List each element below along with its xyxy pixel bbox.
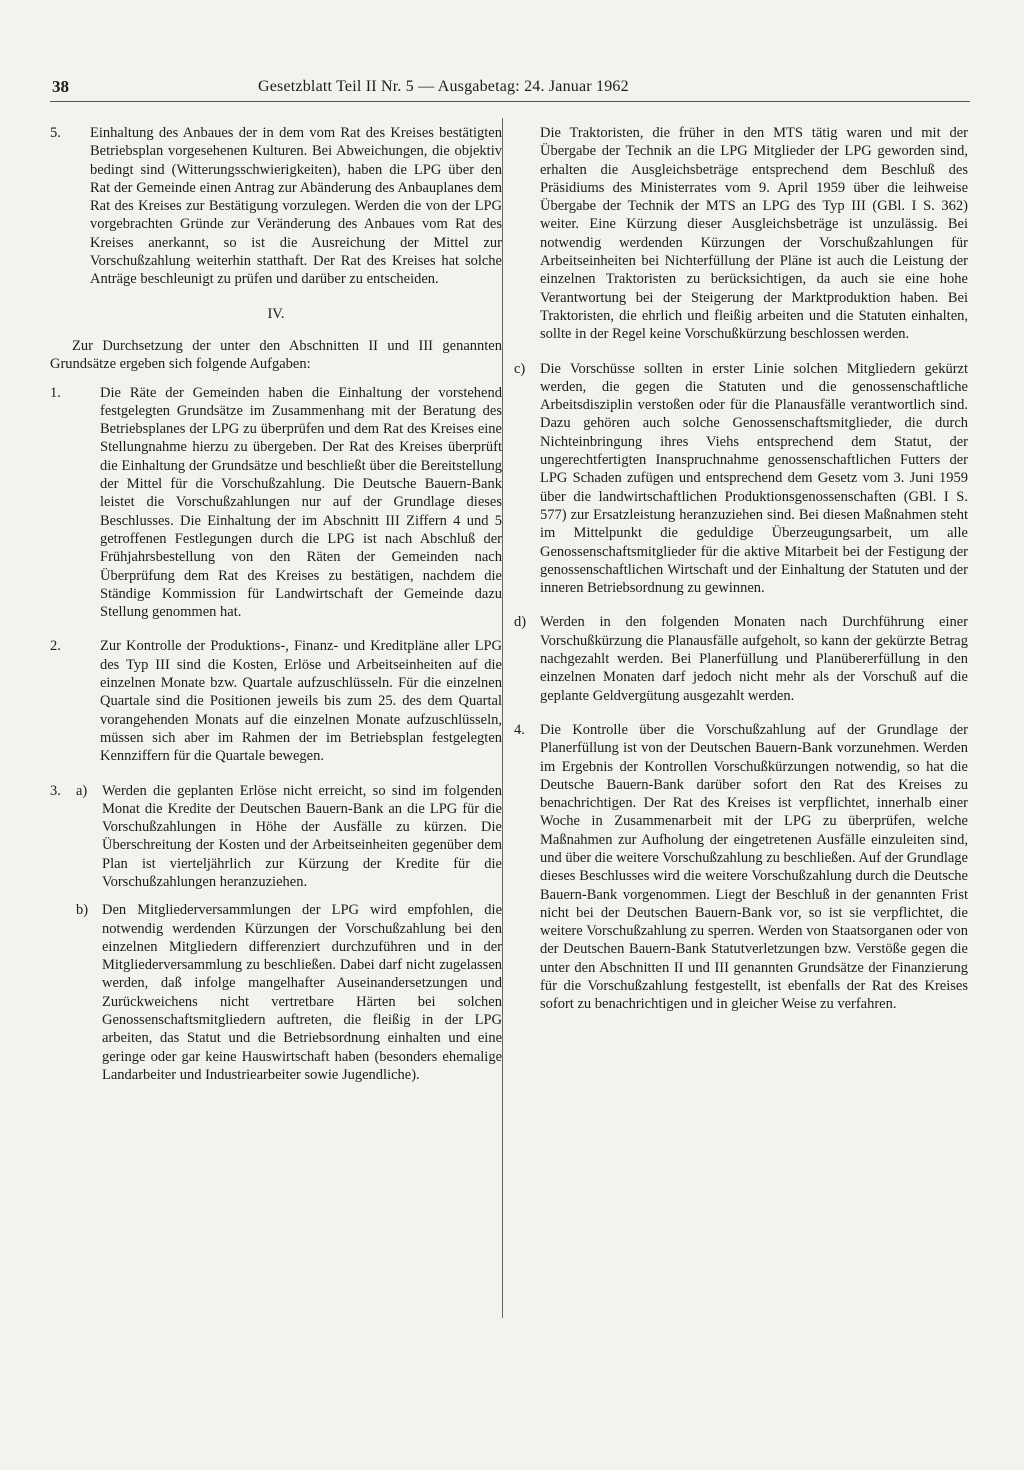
continued-paragraph: Die Traktoristen, die früher in den MTS tätig waren und mit der Übergabe der Technik an die LPG Mitglieder der LPG geworden sind, erhalten die Ausgleichsbeträge entsprechend dem Beschluß des Präsidiums des Ministerrates vom 9. April 1959 über die leihweise Übergabe der Technik der MTS an LPG des Typ III (GBl. I S. 362) weiter. Eine Kürzung dieser Ausgleichsbeträge ist unzulässig. Bei notwendig werdenden Kürzungen der Vorschußzahlungen für Arbeitseinheiten bei Nichterfüllung der Pläne ist auch die Leistung der einzelnen Traktoristen zu berücksichtigen, da auch sie eine hohe Verantwortung bei der Steigerung der Marktproduktion haben. Bei Traktoristen, die ehrlich und fleißig arbeiten und die Statuten einhalten, sollte in der Regel keine Vorschußkürzung beschlossen werden. bbox=[540, 125, 968, 343]
list-item-3 bbox=[50, 782, 502, 1085]
left-column bbox=[50, 124, 502, 1084]
item-text: Einhaltung des Anbaues der in dem vom Rat des Kreises bestätigten Betriebsplan vorgesehenen Kulturen. Bei Abweichungen, die objektiv bedingt sind (Witterungsschwierigkeiten), haben die LPG über den Rat der Gemeinde einen Antrag zur Abänderung des Anbauplanes dem Rat des Kreises zur Bestätigung vorzulegen. Werden die von der LPG vorgebrachten Gründe zur Veränderung des Anbaues vom Rat des Kreises anerkannt, so ist die Ausreichung der Mittel zur Vorschußzahlung weiterhin statthaft. Der Rat des Kreises hat solche Anträge beschleunigt zu prüfen und darüber zu entscheiden. bbox=[90, 125, 502, 288]
sub-item-label: d) bbox=[514, 614, 527, 631]
sub-item-a bbox=[76, 782, 502, 892]
item-text: Die Kontrolle über die Vorschußzahlung auf der Grundlage der Planerfüllung ist von der Deutschen Bauern-Bank vorzunehmen. Werden im Ergebnis der Kontrollen Vorschußkürzungen notwendig, so hat die Deutsche Bauern-Bank darüber sofort den Rat des Kreises zu benachrichtigen. Der Rat des Kreises ist verpflichtet, innerhalb einer Woche in Zusammenarbeit mit der LPG zu überprüfen, welche Maßnahmen zur Aufholung der eingetretenen Ausfälle einzuleiten sind, und über die weitere Vorschußzahlung zu beschließen. Auf der Grundlage dieses Beschlusses wird die weitere Vorschußzahlung durch die Deutsche Bauern-Bank vorgenommen. Liegt der Beschluß in der genannten Frist nicht bei der Deutschen Bauern-Bank vor, so ist sie verpflichtet, die weitere Vorschußzahlung zu sperren. Werden von Staatsorganen oder von der Deutschen Bauern-Bank Statutverletzungen bzw. Verstöße gegen die unter den Abschnitten II und III genannten Grundsätze der Finanzierung für die Vorschußzahlung festgestellt, ist ebenfalls der Rat des Kreises sofort zu benachrichtigen und in gleicher Weise zu verfahren. bbox=[540, 721, 968, 1013]
section-heading: IV. bbox=[267, 305, 285, 322]
page-number: 38 bbox=[52, 77, 69, 96]
item-number: 1. bbox=[50, 384, 61, 401]
sub-item-text: Den Mitgliederversammlungen der LPG wird empfohlen, die notwendig werdenden Kürzungen der Vorschußzahlung bei den einzelnen Mitgliedern differenziert durchzuführen und in der Mitgliederversammlung zu beschließen. Dabei darf nicht zugelassen werden, daß infolge mangelhafter Auseinandersetzungen und Zurückweichens nicht vertretbare Härten bei solchen Genossenschaftsmitgliedern auftreten, die fleißig in der LPG arbeiten, das Statut und die Betriebsordnung einhalten und eine geringe oder gar keine Hauswirtschaft haben (besonders ehemalige Landarbeiter und Industriearbeiter sowie Jugendliche). bbox=[102, 902, 502, 1083]
running-header: Gesetzblatt Teil II Nr. 5 — Ausgabetag: 24. Januar 1962 bbox=[258, 78, 629, 95]
list-item-1 bbox=[50, 384, 502, 622]
sub-item-c bbox=[514, 360, 968, 598]
sub-item-text: Die Vorschüsse sollten in erster Linie solchen Mitgliedern gekürzt werden, die gegen die Statuten und die genossenschaftliche Arbeitsdisziplin verstoßen oder für die Planausfälle verantwortlich sind. Dazu gehören auch solche Genossenschaftsmitglieder, die durch Nichteinbringung ihres Viehs entsprechend dem Statut, der ungerechtfertigten Inanspruchnahme genossenschaftlichen Futters der LPG Schaden zufügen und entsprechend dem Gesetz vom 3. Juni 1959 über die landwirtschaftlichen Produktionsgenossenschaften (GBl. I S. 577) zur Ersatzleistung heranzuziehen sind. Bei diesen Maßnahmen steht im Mittelpunkt die geduldige Überzeugungsarbeit, um alle Genossenschaftsmitglieder für die aktive Mitarbeit bei der Festigung der genossenschaftlichen Wirtschaft und der Einhaltung der Statuten und der inneren Betriebsordnung zu gewinnen. bbox=[540, 360, 968, 597]
item-number: 2. bbox=[50, 638, 61, 655]
sub-item-b bbox=[76, 901, 502, 1084]
item-text: Die Räte der Gemeinden haben die Einhaltung der vorstehend festgelegten Grundsätze im Zusammenhang mit der Beratung des Betriebsplanes der LPG zu überprüfen und dem Rat des Kreises eine Stellungnahme hierzu zu übergeben. Der Rat des Kreises überprüft die Einhaltung der Grundsätze und beschließt über die Bereitstellung der Mittel für die Vorschußzahlung. Die Deutsche Bauern-Bank leistet die Vorschußzahlungen nur auf der Grundlage dieses Beschlusses. Die Einhaltung der im Abschnitt III Ziffern 4 und 5 getroffenen Festlegungen durch die LPG ist nach Abschluß der Frühjahrsbestellung von den Räten der Gemeinden nach Überprüfung dem Rat des Kreises zu bestätigen, nachdem die Ständige Kommission für Landwirtschaft der Gemeinde dazu Stellung genommen hat. bbox=[100, 384, 502, 621]
item-number: 3. bbox=[50, 782, 61, 799]
sub-item-d bbox=[514, 613, 968, 704]
right-column bbox=[514, 124, 968, 1014]
item-text: Zur Kontrolle der Produktions-, Finanz- und Kreditpläne aller LPG des Typ III sind die Kosten, Erlöse und Arbeitseinheiten auf die einzelnen Monate bzw. Quartale aufzuschlüsseln. Für die einzelnen Quartale sind die Positionen jeweils bis zum 25. des dem Quartal vorangehenden Monats auf die einzelnen Monate aufzuschlüsseln, müssen sich aber im Rahmen der im Betriebsplan festgelegten Kennziffern für die Quartale bewegen. bbox=[100, 638, 502, 765]
list-item-5 bbox=[50, 124, 502, 289]
sub-item-label: a) bbox=[76, 782, 88, 799]
header-rule bbox=[50, 101, 970, 102]
sub-item-text: Werden in den folgenden Monaten nach Durchführung einer Vorschußkürzung die Planausfälle aufgeholt, so kann der gekürzte Betrag nachgezahlt werden. Bei Planerfüllung und Planübererfüllung in den einzelnen Monaten darf jedoch nicht mehr als der Vorschuß auf die geplante Geldvergütung ausgezahlt werden. bbox=[540, 614, 968, 704]
sub-item-label: b) bbox=[76, 902, 89, 919]
sub-item-text: Werden die geplanten Erlöse nicht erreicht, so sind im folgenden Monat die Kredite der Deutschen Bauern-Bank an die LPG für die Vorschußzahlungen in Höhe der Ausfälle zu kürzen. Die Überschreitung der Kosten und der Arbeitseinheiten gegenüber dem Plan ist vierteljährlich zur Kürzung der Kredite für die Vorschußzahlungen heranzuziehen. bbox=[102, 782, 502, 890]
sub-item-label: c) bbox=[514, 360, 526, 377]
section-intro: Zur Durchsetzung der unter den Abschnitten II und III genannten Grundsätze ergeben sich folgende Aufgaben: bbox=[50, 337, 502, 373]
item-number: 4. bbox=[514, 721, 525, 738]
item-number: 5. bbox=[50, 125, 61, 141]
list-item-2 bbox=[50, 637, 502, 765]
list-item-4 bbox=[514, 721, 968, 1014]
column-divider bbox=[502, 118, 503, 1318]
